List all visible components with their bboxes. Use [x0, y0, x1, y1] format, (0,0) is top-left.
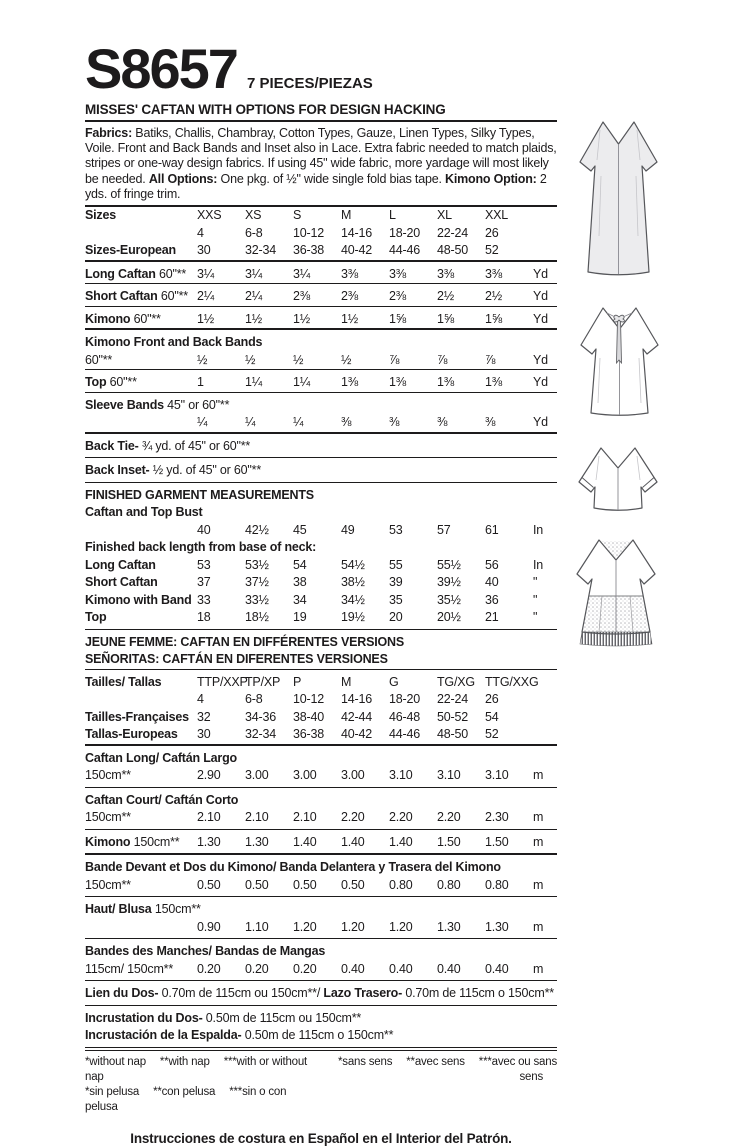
row-label: 150cm** — [85, 877, 131, 892]
value-cell: 2⅜ — [293, 289, 310, 304]
value-cell: 3.10 — [437, 768, 461, 783]
value-cell: 1⅜ — [437, 375, 454, 390]
row-label: Kimono 150cm** — [85, 834, 180, 849]
value-cell: 33 — [197, 592, 211, 607]
value-cell: 14-16 — [341, 225, 372, 240]
unit-cell: Yd — [533, 375, 548, 390]
value-cell: 0.20 — [293, 961, 317, 976]
table-row — [85, 788, 557, 810]
illustration-long-caftan — [576, 116, 662, 286]
kimono-drawing — [572, 534, 666, 660]
unit-cell: Yd — [533, 266, 548, 281]
footnote-item: **avec sens — [406, 1055, 465, 1068]
footnote-line-es — [85, 1085, 320, 1115]
pieces-count: 7 PIECES/PIEZAS — [246, 75, 373, 92]
value-cell: 0.40 — [485, 961, 509, 976]
value-cell: 32-34 — [245, 243, 276, 258]
value-cell: 3.00 — [245, 768, 269, 783]
table-row — [85, 574, 557, 592]
value-cell: 40-42 — [341, 727, 372, 742]
footnote-line-en — [85, 1055, 320, 1085]
table-row — [85, 897, 557, 919]
value-cell: XS — [245, 208, 262, 223]
illustration-kimono-lace — [572, 534, 666, 660]
value-cell: 55½ — [437, 557, 461, 572]
table-row — [85, 630, 557, 652]
value-cell: ¼ — [197, 415, 208, 430]
value-cell: 0.80 — [389, 877, 413, 892]
value-cell: 3⅜ — [389, 266, 406, 281]
row-label: Short Caftan — [85, 575, 158, 590]
value-cell: 19 — [293, 610, 307, 625]
value-cell: P — [293, 674, 302, 689]
value-cell: 2¼ — [197, 289, 214, 304]
value-cell: XL — [437, 208, 452, 223]
value-cell: 0.90 — [197, 919, 221, 934]
value-cell: 0.40 — [437, 961, 461, 976]
value-cell: 0.80 — [437, 877, 461, 892]
value-cell: ½ — [293, 352, 304, 367]
table-row — [85, 961, 557, 982]
table-row — [85, 709, 557, 727]
value-cell: 0.40 — [389, 961, 413, 976]
value-cell: XXS — [197, 208, 222, 223]
table-row — [85, 592, 557, 610]
row-label: Lien du Dos- 0.70m de 115cm ou 150cm**/ Lazo Trasero- 0.70m de 115cm o 150cm** — [85, 986, 554, 1001]
row-label: JEUNE FEMME: CAFTAN EN DIFFÉRENTES VERSIONS — [85, 634, 404, 649]
value-cell: 0.50 — [341, 877, 365, 892]
value-cell: S — [293, 208, 302, 223]
value-cell: 1¼ — [293, 375, 310, 390]
pattern-number: S8657 — [85, 37, 237, 100]
row-label: Top 60"** — [85, 375, 137, 390]
value-cell: 1.20 — [389, 919, 413, 934]
value-cell: 44-46 — [389, 243, 420, 258]
table-row — [85, 370, 557, 393]
row-label: 150cm** — [85, 768, 131, 783]
unit-cell: In — [533, 557, 544, 572]
value-cell: 49 — [341, 522, 355, 537]
value-cell: 1¼ — [245, 375, 262, 390]
table-row — [85, 330, 557, 352]
value-cell: 22-24 — [437, 225, 468, 240]
value-cell: 18-20 — [389, 692, 420, 707]
value-cell: 0.80 — [485, 877, 509, 892]
value-cell: 4 — [197, 225, 204, 240]
value-cell: ⅜ — [341, 415, 352, 430]
value-cell: 1½ — [341, 311, 358, 326]
spanish-instructions-note: Instrucciones de costura en Español en el Interior del Patrón. — [130, 1130, 512, 1146]
row-label: Caftan Long/ Caftán Largo — [85, 750, 237, 765]
value-cell: 37 — [197, 575, 211, 590]
row-label: Sleeve Bands 45" or 60"** — [85, 397, 230, 412]
value-cell: ½ — [341, 352, 352, 367]
value-cell: 54 — [485, 709, 499, 724]
value-cell: 1.50 — [485, 834, 509, 849]
value-cell: 3¼ — [245, 266, 262, 281]
value-cell: 3¼ — [197, 266, 214, 281]
value-cell: 0.20 — [197, 961, 221, 976]
value-cell: G — [389, 674, 399, 689]
table-row — [85, 726, 557, 746]
table-row — [85, 262, 557, 285]
value-cell: 1.30 — [197, 834, 221, 849]
table-row — [85, 855, 557, 877]
table-row — [85, 609, 557, 630]
value-cell: 30 — [197, 727, 211, 742]
value-cell: 20½ — [437, 610, 461, 625]
row-label: Finished back length from base of neck: — [85, 540, 317, 555]
value-cell: 57 — [437, 522, 451, 537]
value-cell: 20 — [389, 610, 403, 625]
value-cell: 3⅜ — [485, 266, 502, 281]
value-cell: ⅜ — [437, 415, 448, 430]
unit-cell: m — [533, 810, 544, 825]
long-caftan-drawing — [576, 116, 662, 286]
table-row — [85, 830, 557, 856]
row-label: 150cm** — [85, 810, 131, 825]
value-cell: 4 — [197, 692, 204, 707]
unit-cell: Yd — [533, 311, 548, 326]
table-row — [85, 746, 557, 768]
value-cell: 1.40 — [341, 834, 365, 849]
value-cell: 10-12 — [293, 225, 324, 240]
row-label: Incrustation du Dos- 0.50m de 115cm ou 150cm** — [85, 1010, 362, 1025]
footnotes — [85, 1050, 557, 1115]
value-cell: 1.10 — [245, 919, 269, 934]
value-cell: 1.30 — [245, 834, 269, 849]
value-cell: 6-8 — [245, 225, 263, 240]
value-cell: 18½ — [245, 610, 269, 625]
value-cell: 32-34 — [245, 727, 276, 742]
unit-cell: Yd — [533, 289, 548, 304]
value-cell: 40 — [485, 575, 499, 590]
row-label: Tallas-Europeas — [85, 727, 178, 742]
value-cell: 34½ — [341, 592, 365, 607]
value-cell: ⅞ — [485, 352, 496, 367]
table-row — [85, 557, 557, 575]
unit-cell: In — [533, 522, 544, 537]
value-cell: ¼ — [245, 415, 256, 430]
row-label: Short Caftan 60"** — [85, 289, 188, 304]
value-cell: 35½ — [437, 592, 461, 607]
table-row — [85, 205, 557, 225]
value-cell: 38½ — [341, 575, 365, 590]
value-cell: 33½ — [245, 592, 269, 607]
value-cell: 48-50 — [437, 727, 468, 742]
value-cell: 18 — [197, 610, 211, 625]
row-label: Tailles-Françaises — [85, 709, 189, 724]
value-cell: 30 — [197, 243, 211, 258]
value-cell: 2.20 — [437, 810, 461, 825]
row-label: Back Inset- ½ yd. of 45" or 60"** — [85, 463, 261, 478]
fabrics-paragraph: Fabrics: Batiks, Challis, Chambray, Cotton Types, Gauze, Linen Types, Silky Types, Voile. Front and Back Bands and Inset also in Lace. Extra fabric needed to match plaids, stripes or one-way design fabrics. If using 45" wide fabric, more yardage will most likely be needed. All Options: One pkg. of ½" wide single fold bias tape. Kimono Option: 2 yds. of fringe trim. — [85, 126, 557, 201]
table-row — [85, 352, 557, 371]
value-cell: 61 — [485, 522, 499, 537]
table-row — [85, 1027, 557, 1048]
row-label: Bandes des Manches/ Bandas de Mangas — [85, 944, 326, 959]
value-cell: 26 — [485, 692, 499, 707]
value-cell: 1.20 — [341, 919, 365, 934]
value-cell: 14-16 — [341, 692, 372, 707]
table-row — [85, 691, 557, 709]
row-label: Caftan Court/ Caftán Corto — [85, 792, 239, 807]
value-cell: 54 — [293, 557, 307, 572]
value-cell: TP/XP — [245, 674, 281, 689]
value-cell: 0.20 — [245, 961, 269, 976]
value-cell: 45 — [293, 522, 307, 537]
value-cell: TG/XG — [437, 674, 475, 689]
unit-cell: " — [533, 610, 538, 625]
value-cell: 10-12 — [293, 692, 324, 707]
value-cell: 2.10 — [293, 810, 317, 825]
table-row — [85, 939, 557, 961]
value-cell: 2⅜ — [341, 289, 358, 304]
row-label: 60"** — [85, 352, 113, 367]
table-row — [85, 242, 557, 262]
value-cell: 2.30 — [485, 810, 509, 825]
value-cell: 2⅜ — [389, 289, 406, 304]
measurement-table — [85, 205, 557, 1048]
value-cell: ⅜ — [485, 415, 496, 430]
value-cell: 2½ — [485, 289, 502, 304]
value-cell: 37½ — [245, 575, 269, 590]
value-cell: 42½ — [245, 522, 269, 537]
table-row — [85, 307, 557, 331]
footnote-item: ***avec ou sans sens — [478, 1055, 557, 1083]
value-cell: ½ — [197, 352, 208, 367]
table-row — [85, 767, 557, 788]
value-cell: ¼ — [293, 415, 304, 430]
row-label: Kimono Front and Back Bands — [85, 335, 263, 350]
value-cell: 39 — [389, 575, 403, 590]
unit-cell: m — [533, 768, 544, 783]
unit-cell: m — [533, 961, 544, 976]
value-cell: 0.50 — [245, 877, 269, 892]
row-label: Kimono 60"** — [85, 311, 161, 326]
table-row — [85, 414, 557, 434]
pattern-header — [85, 37, 557, 100]
footnote-item: *sin pelusa — [85, 1085, 140, 1098]
value-cell: 34 — [293, 592, 307, 607]
row-label: Haut/ Blusa 150cm** — [85, 902, 201, 917]
value-cell: 1⅜ — [485, 375, 502, 390]
table-row — [85, 393, 557, 415]
top-drawing — [573, 442, 665, 518]
footnote-item: ***with or without nap — [85, 1055, 308, 1083]
row-label: Kimono with Band — [85, 592, 192, 607]
table-row — [85, 919, 557, 940]
footnotes-french — [320, 1055, 557, 1115]
value-cell: TTP/XXP — [197, 674, 248, 689]
value-cell: 54½ — [341, 557, 365, 572]
value-cell: 40 — [197, 522, 211, 537]
value-cell: 1.50 — [437, 834, 461, 849]
table-row — [85, 981, 557, 1006]
unit-cell: Yd — [533, 352, 548, 367]
value-cell: 1½ — [197, 311, 214, 326]
value-cell: 3.10 — [389, 768, 413, 783]
value-cell: 39½ — [437, 575, 461, 590]
value-cell: 2.20 — [389, 810, 413, 825]
value-cell: ⅞ — [437, 352, 448, 367]
table-row — [85, 539, 557, 557]
value-cell: M — [341, 208, 352, 223]
row-label: Long Caftan — [85, 557, 156, 572]
value-cell: 2.10 — [245, 810, 269, 825]
value-cell: 1.40 — [293, 834, 317, 849]
table-row — [85, 522, 557, 540]
value-cell: 2¼ — [245, 289, 262, 304]
value-cell: ⅞ — [389, 352, 400, 367]
value-cell: 56 — [485, 557, 499, 572]
unit-cell: m — [533, 877, 544, 892]
value-cell: 36-38 — [293, 243, 324, 258]
value-cell: XXL — [485, 208, 509, 223]
value-cell: 1⅝ — [389, 311, 406, 326]
footnote-item: **con pelusa — [153, 1085, 216, 1098]
table-row — [85, 504, 557, 522]
value-cell: 21 — [485, 610, 499, 625]
table-row — [85, 434, 557, 459]
illustration-short-caftan-back-tie — [577, 303, 663, 423]
row-label: Tailles/ Tallas — [85, 674, 162, 689]
value-cell: 2.20 — [341, 810, 365, 825]
unit-cell: m — [533, 834, 544, 849]
value-cell: TTG/XXG — [485, 674, 539, 689]
value-cell: 1½ — [245, 311, 262, 326]
short-caftan-drawing — [577, 303, 663, 423]
unit-cell: m — [533, 919, 544, 934]
row-label: FINISHED GARMENT MEASUREMENTS — [85, 487, 314, 502]
value-cell: 38 — [293, 575, 307, 590]
value-cell: ½ — [245, 352, 256, 367]
footnote-item: *without nap — [85, 1055, 146, 1068]
row-label: Sizes — [85, 208, 116, 223]
value-cell: 3¼ — [293, 266, 310, 281]
table-row — [85, 651, 557, 670]
row-label: Sizes-European — [85, 243, 176, 258]
value-cell: 2.10 — [197, 810, 221, 825]
value-cell: 1⅜ — [389, 375, 406, 390]
value-cell: 2½ — [437, 289, 454, 304]
table-row — [85, 1006, 557, 1028]
value-cell: 3⅜ — [437, 266, 454, 281]
footnote-item: *sans sens — [338, 1055, 393, 1068]
row-label: Incrustación de la Espalda- 0.50m de 115cm o 150cm** — [85, 1028, 394, 1043]
value-cell: 1⅝ — [485, 311, 502, 326]
value-cell: 53 — [389, 522, 403, 537]
value-cell: 32 — [197, 709, 211, 724]
value-cell: 0.40 — [341, 961, 365, 976]
unit-cell: " — [533, 575, 538, 590]
value-cell: 1.40 — [389, 834, 413, 849]
value-cell: 55 — [389, 557, 403, 572]
table-row — [85, 877, 557, 898]
row-label: Caftan and Top Bust — [85, 505, 203, 520]
value-cell: 1 — [197, 375, 204, 390]
value-cell: 42-44 — [341, 709, 372, 724]
value-cell: 1⅜ — [341, 375, 358, 390]
value-cell: 1.20 — [293, 919, 317, 934]
value-cell: M — [341, 674, 352, 689]
value-cell: 2.90 — [197, 768, 221, 783]
value-cell: 50-52 — [437, 709, 468, 724]
value-cell: 1.30 — [485, 919, 509, 934]
table-row — [85, 284, 557, 307]
illustration-top — [573, 442, 665, 518]
row-label: Top — [85, 610, 107, 625]
pattern-title: MISSES' CAFTAN WITH OPTIONS FOR DESIGN HACKING — [85, 102, 557, 122]
row-label: Bande Devant et Dos du Kimono/ Banda Delantera y Trasera del Kimono — [85, 860, 501, 875]
value-cell: 1⅝ — [437, 311, 454, 326]
value-cell: 53½ — [245, 557, 269, 572]
value-cell: 3⅜ — [341, 266, 358, 281]
table-row — [85, 225, 557, 243]
row-label: 115cm/ 150cm** — [85, 961, 173, 976]
value-cell: 3.00 — [293, 768, 317, 783]
value-cell: 48-50 — [437, 243, 468, 258]
value-cell: 44-46 — [389, 727, 420, 742]
value-cell: 38-40 — [293, 709, 324, 724]
footnotes-english-spanish — [85, 1055, 320, 1115]
table-row — [85, 458, 557, 483]
value-cell: 3.10 — [485, 768, 509, 783]
value-cell: L — [389, 208, 396, 223]
value-cell: 3.00 — [341, 768, 365, 783]
main-column — [85, 37, 557, 1146]
row-label: Back Tie- ¾ yd. of 45" or 60"** — [85, 438, 251, 453]
table-row — [85, 483, 557, 505]
row-label: SEÑORITAS: CAFTÁN EN DIFERENTES VERSIONES — [85, 652, 388, 667]
value-cell: ⅜ — [389, 415, 400, 430]
value-cell: 52 — [485, 727, 499, 742]
value-cell: 46-48 — [389, 709, 420, 724]
value-cell: 53 — [197, 557, 211, 572]
value-cell: 36-38 — [293, 727, 324, 742]
footnote-line-fr — [320, 1055, 557, 1085]
unit-cell: " — [533, 592, 538, 607]
table-row — [85, 809, 557, 830]
value-cell: 40-42 — [341, 243, 372, 258]
value-cell: 19½ — [341, 610, 365, 625]
value-cell: 35 — [389, 592, 403, 607]
footnote-item: **with nap — [159, 1055, 210, 1068]
value-cell: 1.30 — [437, 919, 461, 934]
value-cell: 36 — [485, 592, 499, 607]
unit-cell: Yd — [533, 415, 548, 430]
value-cell: 26 — [485, 225, 499, 240]
row-label: Long Caftan 60"** — [85, 266, 187, 281]
value-cell: 18-20 — [389, 225, 420, 240]
value-cell: 1½ — [293, 311, 310, 326]
value-cell: 6-8 — [245, 692, 263, 707]
value-cell: 34-36 — [245, 709, 276, 724]
value-cell: 22-24 — [437, 692, 468, 707]
value-cell: 0.50 — [293, 877, 317, 892]
value-cell: 0.50 — [197, 877, 221, 892]
table-row — [85, 670, 557, 692]
value-cell: 52 — [485, 243, 499, 258]
footnote-item: ***sin o con pelusa — [85, 1085, 287, 1113]
